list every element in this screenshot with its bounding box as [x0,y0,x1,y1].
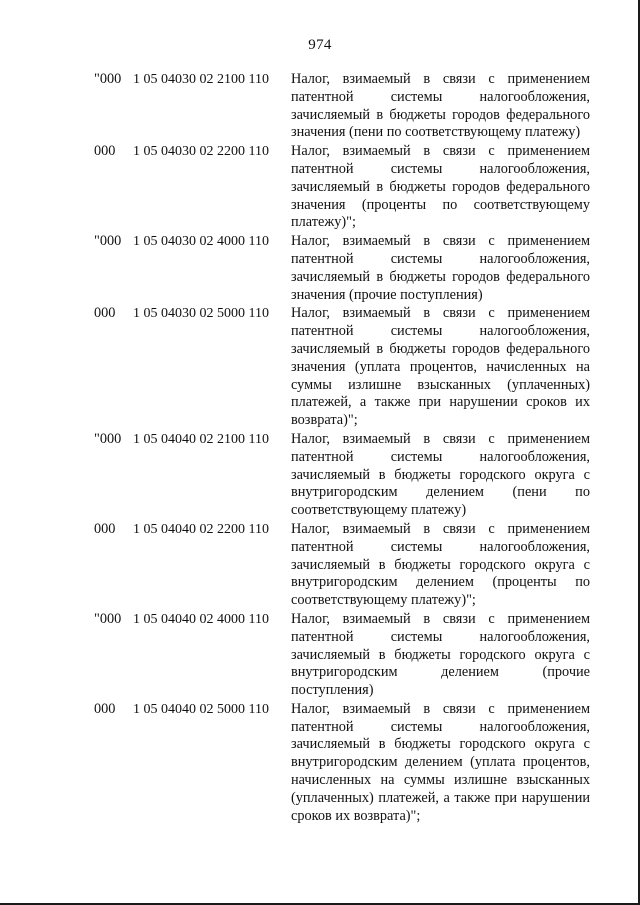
administrator-code: 000 [94,700,116,717]
administrator-code: 000 [94,520,116,537]
list-item [0,305,640,430]
budget-classification-list [0,71,640,826]
classification-code: 1 05 04030 02 5000 110 [133,306,269,322]
list-item [0,611,640,700]
list-item [0,233,640,304]
administrator-code: "000 [94,71,122,87]
income-description: Налог, взимаемый в связи с применением патентной системы налогообложения, зачисляемый в бюджеты городского округа с внутригородским делением (пени по соответствующему платежу) [291,430,590,519]
income-description: Налог, взимаемый в связи с применением патентной системы налогообложения, зачисляемый в бюджеты городского округа с внутригородским делением (прочие поступления) [291,610,590,699]
list-item [0,701,640,826]
classification-code: 1 05 04040 02 2100 110 [133,431,269,447]
list-item [0,431,640,520]
income-description: Налог, взимаемый в связи с применением патентной системы налогообложения, зачисляемый в бюджеты городов федерального значения (проценты по соответствующему платежу)"; [291,143,590,231]
income-description: Налог, взимаемый в связи с применением патентной системы налогообложения, зачисляемый в бюджеты городского округа с внутригородским делением (проценты по соответствующему платежу)"; [291,520,590,609]
list-item [0,143,640,232]
classification-code: 1 05 04030 02 2200 110 [133,144,269,160]
classification-code: 1 05 04040 02 5000 110 [133,701,269,717]
administrator-code: 000 [94,143,116,160]
administrator-code: "000 [94,430,122,447]
income-description: Налог, взимаемый в связи с применением патентной системы налогообложения, зачисляемый в бюджеты городов федерального значения (уплата процентов, начисленных на суммы излишне взысканных (уплаченных) платежей, а также при нарушении сроков их возврата)"; [291,305,590,429]
list-item [0,71,640,142]
income-description: Налог, взимаемый в связи с применением патентной системы налогообложения, зачисляемый в бюджеты городского округа с внутригородским делением (уплата процентов, начисленных на суммы излишне взысканных (уплаченных) платежей, а также при нарушении сроков их возврата)"; [291,700,590,824]
administrator-code: 000 [94,305,116,322]
list-item [0,521,640,610]
classification-code: 1 05 04040 02 2200 110 [133,521,269,537]
classification-code: 1 05 04030 02 4000 110 [133,234,269,250]
page-number: 974 [308,37,332,53]
classification-code: 1 05 04040 02 4000 110 [133,611,269,627]
income-description: Налог, взимаемый в связи с применением патентной системы налогообложения, зачисляемый в бюджеты городов федерального значения (прочие поступления) [291,233,590,303]
administrator-code: "000 [94,610,122,627]
classification-code: 1 05 04030 02 2100 110 [133,72,269,87]
administrator-code: "000 [94,233,122,250]
income-description: Налог, взимаемый в связи с применением патентной системы налогообложения, зачисляемый в бюджеты городов федерального значения (пени по соответствующему платежу) [291,71,590,141]
